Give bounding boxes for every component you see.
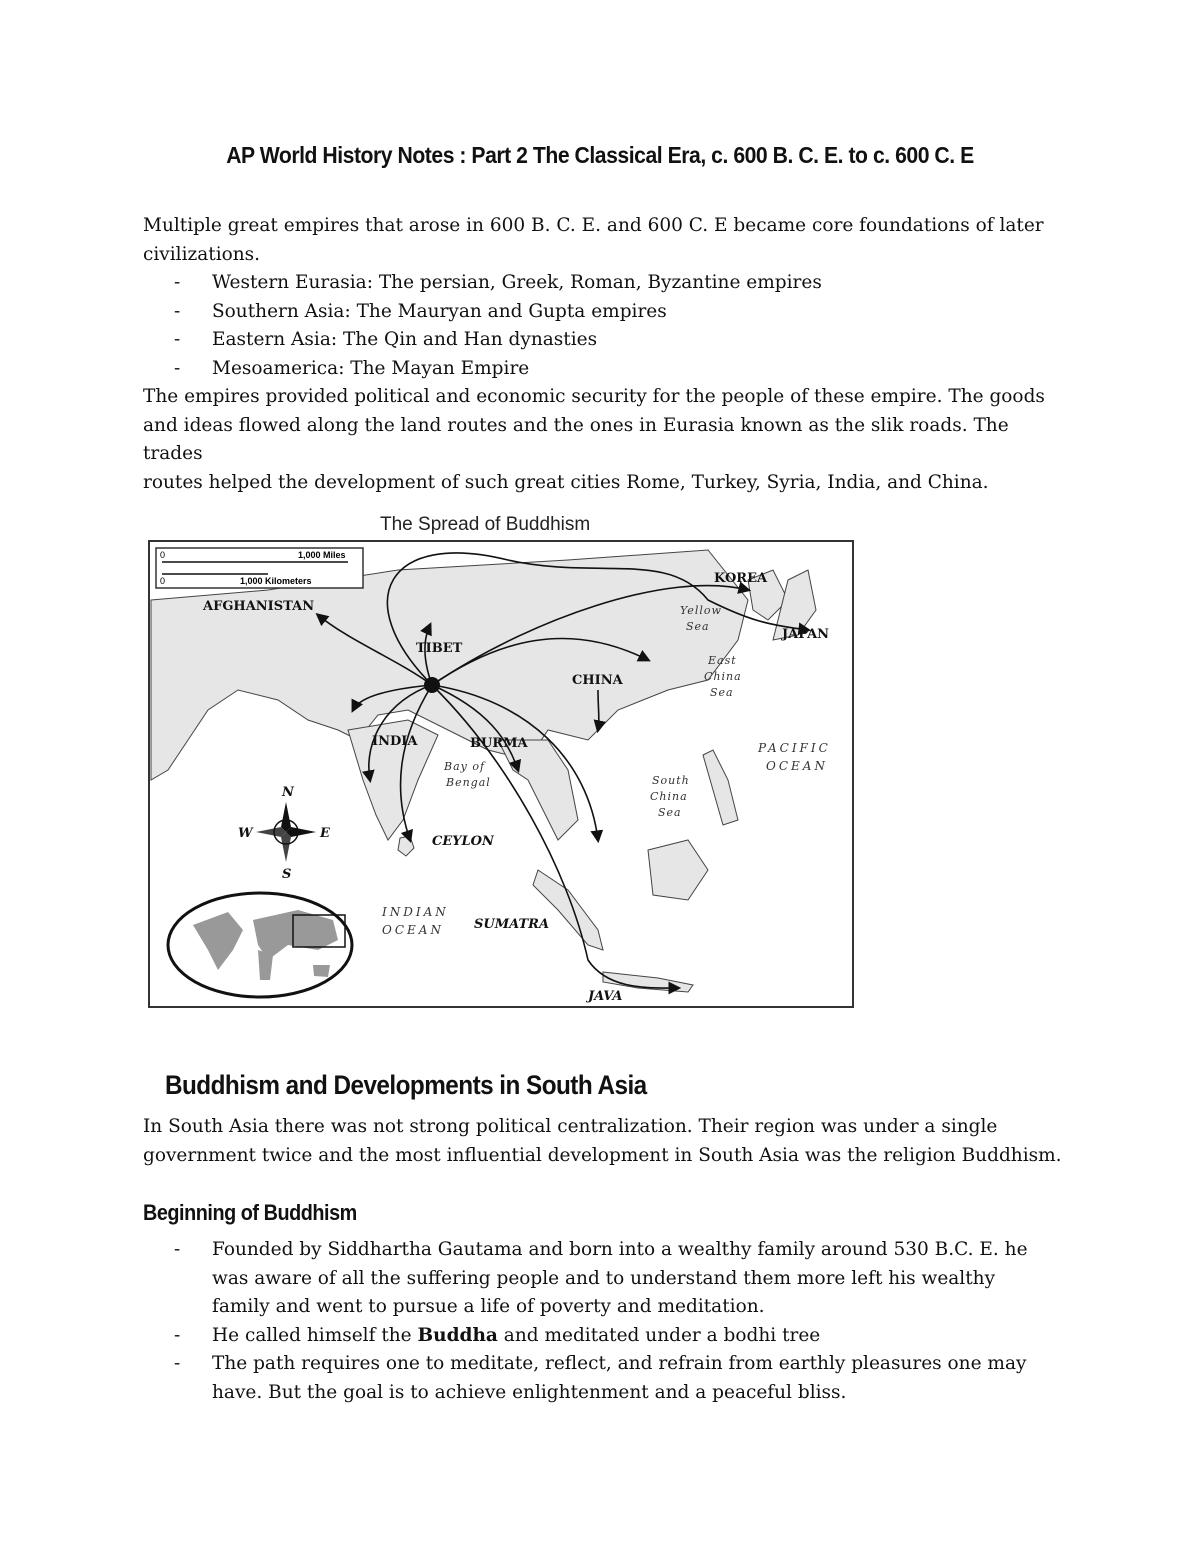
label-japan: JAPAN bbox=[782, 627, 830, 642]
scale-miles: 1,000 Miles bbox=[298, 550, 346, 560]
label-yellow-sea-2: Sea bbox=[686, 620, 710, 633]
list-item-text: Eastern Asia: The Qin and Han dynasties bbox=[212, 329, 598, 350]
trade-paragraph bbox=[143, 383, 1063, 497]
label-south-china-1: South bbox=[652, 774, 690, 787]
label-afghanistan: AFGHANISTAN bbox=[203, 599, 315, 614]
label-east-china-2: China bbox=[704, 670, 742, 683]
label-burma: BURMA bbox=[470, 736, 528, 751]
map-title: The Spread of Buddhism bbox=[380, 514, 591, 535]
section-line-1: In South Asia there was not strong political centralization. Their region was under a single bbox=[143, 1116, 998, 1137]
label-yellow-sea-1: Yellow bbox=[680, 604, 722, 617]
scale-zero-miles: 0 bbox=[160, 550, 166, 560]
list-item-text: Western Eurasia: The persian, Greek, Roman, Byzantine empires bbox=[212, 272, 822, 293]
trade-line-3: routes helped the development of such great cities Rome, Turkey, Syria, India, and China. bbox=[143, 471, 989, 493]
list-item bbox=[174, 1322, 1054, 1351]
page-title: AP World History Notes : Part 2 The Classical Era, c. 600 B. C. E. to c. 600 C. E bbox=[226, 142, 974, 168]
list-item-text: Mesoamerica: The Mayan Empire bbox=[212, 357, 530, 379]
compass-n: N bbox=[282, 785, 294, 800]
list-dash: - bbox=[174, 1239, 181, 1260]
compass-e: E bbox=[320, 826, 330, 841]
section-line-2: government twice and the most influential development in South Asia was the religion Buddhism. bbox=[143, 1144, 1062, 1166]
label-india: INDIA bbox=[372, 734, 418, 749]
label-china: CHINA bbox=[572, 673, 623, 688]
compass-w: W bbox=[238, 826, 253, 841]
list-item-text: Southern Asia: The Mauryan and Gupta empires bbox=[212, 300, 667, 322]
buddhism-list bbox=[174, 1236, 1054, 1407]
label-south-china-2: China bbox=[650, 790, 688, 803]
label-indian-2: OCEAN bbox=[382, 923, 444, 937]
route-china-south bbox=[598, 690, 599, 730]
label-korea: KOREA bbox=[714, 571, 768, 586]
intro-line-1: Multiple great empires that arose in 600 B. C. E. and 600 C. E became core foundations of later bbox=[143, 215, 1044, 236]
label-south-china-3: Sea bbox=[658, 806, 682, 819]
intro-paragraph bbox=[143, 212, 1063, 269]
scale-box bbox=[156, 548, 363, 588]
scale-km: 1,000 Kilometers bbox=[240, 576, 312, 586]
label-pacific-2: OCEAN bbox=[766, 759, 828, 773]
trade-line-1: The empires provided political and economic security for the people of these empire. The goods bbox=[143, 386, 1045, 407]
list-dash: - bbox=[174, 300, 181, 322]
list-item-text: He called himself the bbox=[212, 1324, 418, 1346]
label-bay-2: Bengal bbox=[446, 776, 491, 789]
buddha-term: Buddha bbox=[417, 1324, 498, 1346]
label-java: JAVA bbox=[588, 989, 623, 1004]
list-item bbox=[174, 355, 1054, 384]
list-item bbox=[174, 298, 1054, 327]
section-heading: Buddhism and Developments in South Asia bbox=[165, 1070, 647, 1100]
buddhism-map bbox=[148, 540, 854, 1008]
list-dash: - bbox=[174, 1324, 181, 1346]
label-east-china-1: East bbox=[708, 654, 737, 667]
list-dash: - bbox=[174, 357, 181, 379]
list-item bbox=[174, 326, 1054, 355]
label-east-china-3: Sea bbox=[710, 686, 734, 699]
list-dash: - bbox=[174, 1353, 181, 1374]
label-tibet: TIBET bbox=[416, 641, 463, 656]
subheading: Beginning of Buddhism bbox=[143, 1200, 357, 1225]
origin-point bbox=[424, 677, 440, 693]
list-item-text: The path requires one to meditate, reflect, and refrain from earthly pleasures one may have. But the goal is to achieve enlightenment and a peaceful bliss. bbox=[212, 1353, 1027, 1403]
compass-s: S bbox=[282, 867, 292, 882]
section-paragraph bbox=[143, 1113, 1063, 1170]
list-item-text: Founded by Siddhartha Gautama and born into a wealthy family around 530 B.C. E. he was aware of all the suffering people and to understand them more left his wealthy family and went to pursue a life of poverty and meditation. bbox=[212, 1239, 1028, 1317]
world-inset bbox=[168, 893, 352, 997]
list-item bbox=[174, 1236, 1054, 1322]
label-pacific-1: PACIFIC bbox=[758, 741, 831, 755]
list-dash: - bbox=[174, 329, 181, 350]
label-ceylon: CEYLON bbox=[432, 834, 494, 849]
label-sumatra: SUMATRA bbox=[474, 917, 550, 932]
scale-zero-km: 0 bbox=[160, 576, 166, 586]
intro-line-2: civilizations. bbox=[143, 243, 261, 265]
list-item bbox=[174, 1350, 1054, 1407]
label-bay-1: Bay of bbox=[444, 760, 486, 773]
list-item bbox=[174, 269, 1054, 298]
list-item-text: and meditated under a bodhi tree bbox=[497, 1324, 821, 1346]
trade-line-2: and ideas flowed along the land routes and the ones in Eurasia known as the slik roads. The trades bbox=[143, 414, 1009, 464]
list-dash: - bbox=[174, 272, 181, 293]
empire-list bbox=[174, 269, 1054, 383]
label-indian-1: INDIAN bbox=[382, 905, 449, 919]
